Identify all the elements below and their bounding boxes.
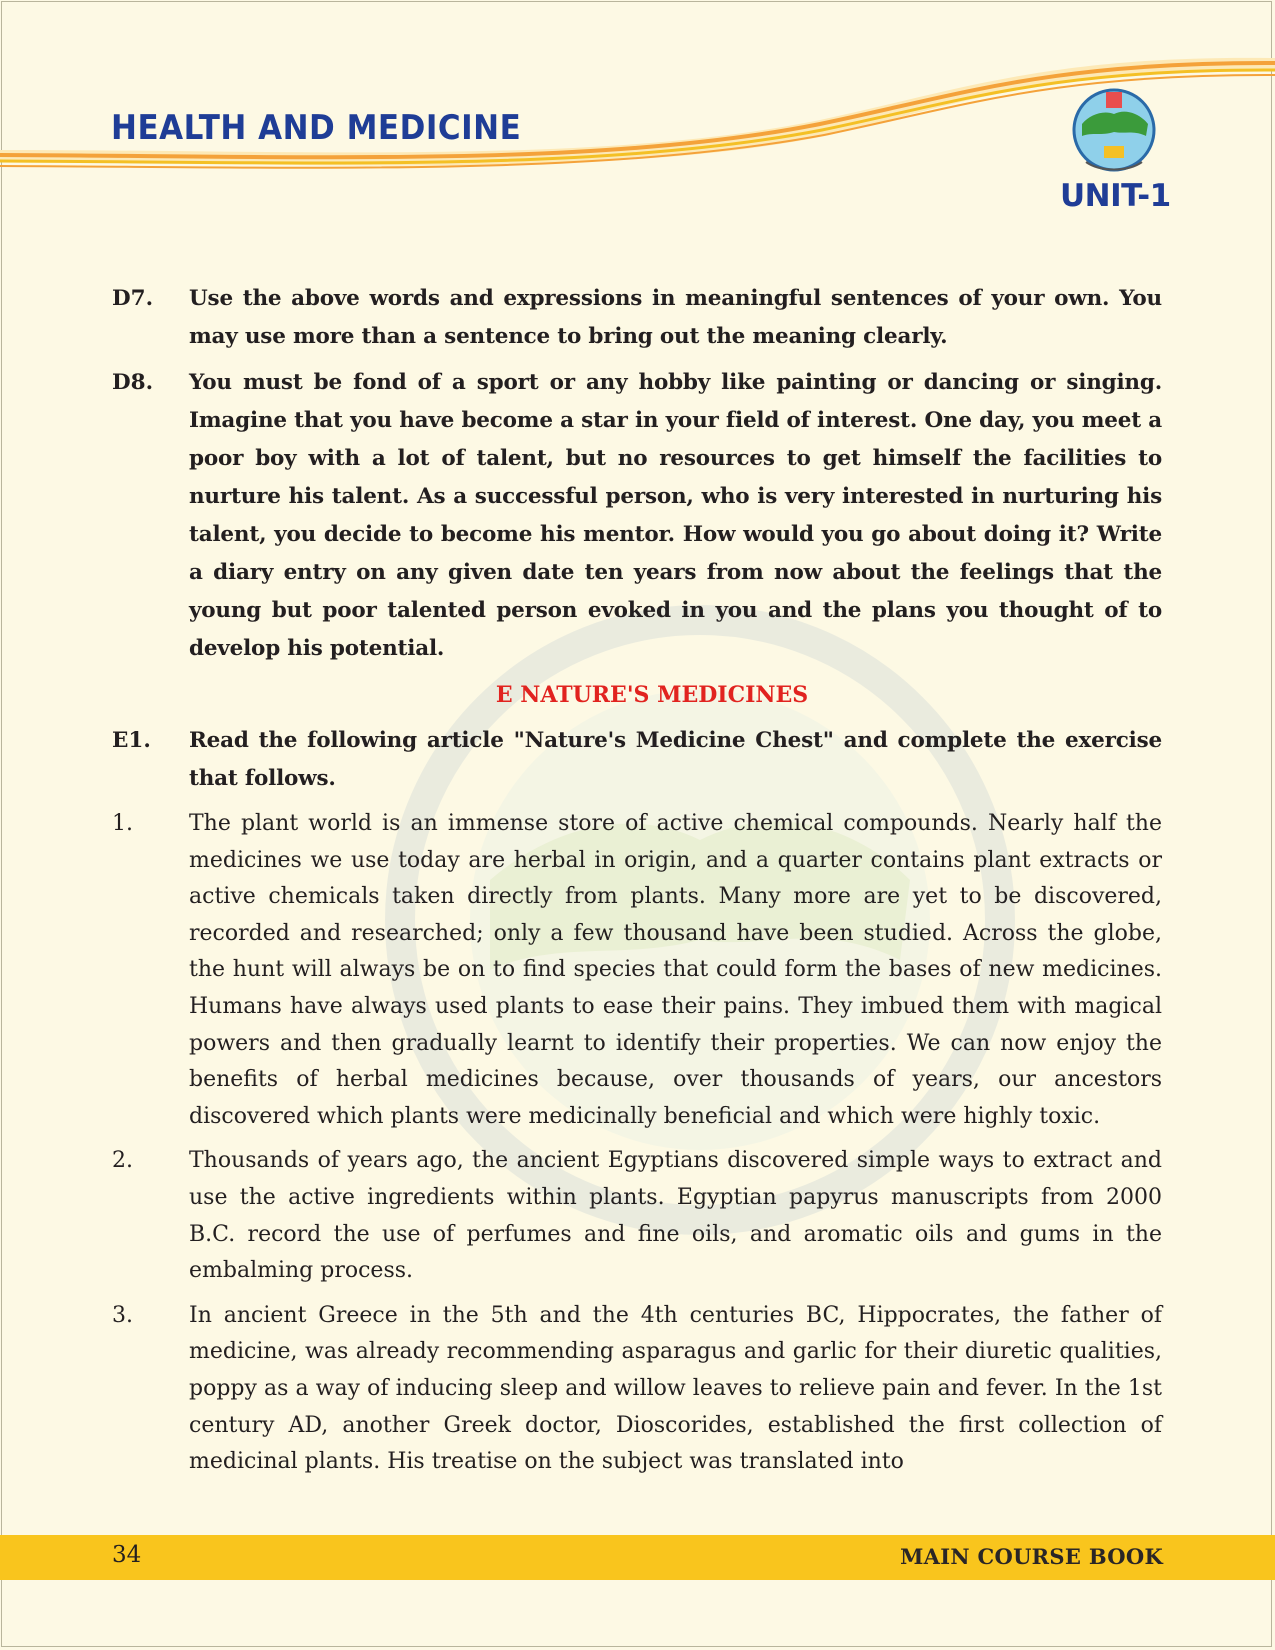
book-name: MAIN COURSE BOOK: [900, 1544, 1163, 1569]
paragraph-text: In ancient Greece in the 5th and the 4th centuries BC, Hippocrates, the father of medicine, was already recommending asparagus and garlic for their diuretic qualities, poppy as a way of inducing sleep and willow leaves to relieve pain and fever. In the 1st century AD, another Greek doctor, Dioscorides, established the first collection of medicinal plants. His treatise on the subject was translated into: [189, 1302, 1162, 1475]
page-number: 34: [112, 1542, 142, 1568]
paragraph-number: 1.: [112, 811, 133, 836]
unit-label: UNIT-1: [1060, 178, 1171, 214]
paragraph-number: 2.: [112, 1148, 133, 1174]
question-d8: [112, 364, 1162, 668]
question-text: Read the following article "Nature's Medicine Chest" and complete the exercise that follows.: [189, 728, 1162, 791]
article-paragraph-1: [112, 806, 1162, 1135]
page-content: [112, 280, 1162, 1489]
question-number: E1.: [112, 728, 151, 753]
article-paragraph-2: [112, 1143, 1162, 1289]
paragraph-text: Thousands of years ago, the ancient Egyptians discovered simple ways to extract and use the active ingredients within plants. Egyptian papyrus manuscripts from 2000 B.C. record the use of perfumes and fine oils, and aromatic oils and gums in the embalming process.: [189, 1148, 1162, 1284]
question-e1: [112, 722, 1162, 798]
paragraph-number: 3.: [112, 1302, 133, 1328]
question-text: Use the above words and expressions in meaningful sentences of your own. You may use more than a sentence to bring out the meaning clearly.: [189, 286, 1162, 349]
question-number: D7.: [112, 286, 154, 311]
paragraph-text: The plant world is an immense store of active chemical compounds. Nearly half the medicines we use today are herbal in origin, and a quarter contains plant extracts or active chemicals taken directly from plants. Many more are yet to be discovered, recorded and researched; only a few thousand have been studied. Across the globe, the hunt will always be on to find species that could form the bases of new medicines. Humans have always used plants to ease their pains. They imbued them with magical powers and then gradually learnt to identify their properties. We can now enjoy the benefits of herbal medicines because, over thousands of years, our ancestors discovered which plants were medicinally beneficial and which were highly toxic.: [189, 811, 1162, 1129]
section-heading: E NATURE'S MEDICINES: [495, 682, 809, 708]
article-paragraph-3: [112, 1298, 1162, 1481]
question-d7: [112, 280, 1162, 356]
question-number: D8.: [112, 370, 154, 395]
school-logo-icon: [1068, 84, 1160, 176]
question-text: You must be fond of a sport or any hobby like painting or dancing or singing. Imagine that you have become a star in your field of interest. One day, you meet a poor boy with a lot of talent, but no resources to get himself the facilities to nurture his talent. As a successful person, who is very interested in nurturing his talent, you decide to become his mentor. How would you go about doing it? Write a diary entry on any given date ten years from now about the feelings that the young but poor talented person evoked in you and the plans you thought of to develop his potential.: [189, 370, 1162, 661]
header-title: HEALTH AND MEDICINE: [111, 108, 522, 148]
